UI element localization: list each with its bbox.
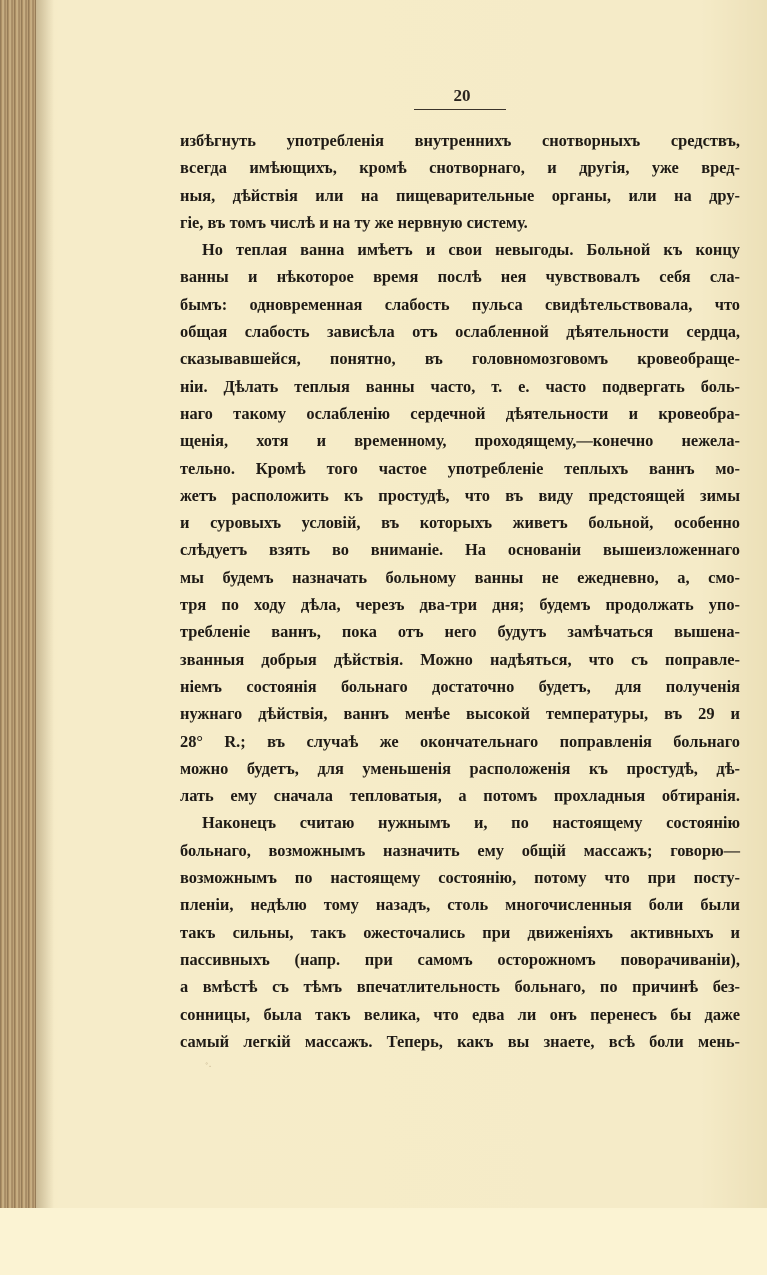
text-line: всегда имѣющихъ, кромѣ снотворнаго, и другія, уже вред- (180, 158, 740, 178)
text-line: Но теплая ванна имѣетъ и свои невыгоды. Больной къ концу (202, 240, 740, 260)
text-line: сказывавшейся, понятно, въ головномозговомъ кровеобраще- (180, 349, 740, 369)
text-line: пленіи, недѣлю тому назадъ, столь многочисленныя боли были (180, 895, 740, 915)
text-line: тельно. Кромѣ того частое употребленіе теплыхъ ваннъ мо- (180, 458, 740, 478)
text-line: слѣдуетъ взять во вниманіе. На основаніи вышеизложеннаго (180, 540, 740, 560)
text-line: бымъ: одновременная слабость пульса свидѣтельствовала, что (180, 294, 740, 314)
text-line: наго такому ослабленію сердечной дѣятельности и кровеобра- (180, 403, 740, 423)
text-line: требленіе ваннъ, пока отъ него будутъ замѣчаться вышена- (180, 622, 740, 642)
text-line: возможнымъ по настоящему состоянію, потому что при посту- (180, 868, 740, 888)
text-line: ніи. Дѣлать теплыя ванны часто, т. е. часто подвергать боль- (180, 376, 740, 396)
text-line: общая слабость зависѣла отъ ослабленной дѣятельности сердца, (180, 322, 740, 342)
text-line: нужнаго дѣйствія, ваннъ менѣе высокой температуры, въ 29 и (180, 704, 740, 724)
text-line: избѣгнуть употребленія внутреннихъ снотворныхъ средствъ, (180, 131, 740, 150)
text-line: 28° R.; въ случаѣ же окончательнаго поправленія больнаго (180, 731, 740, 751)
text-line: Наконецъ считаю нужнымъ и, по настоящему состоянію (202, 813, 740, 833)
text-line: ванны и нѣкоторое время послѣ нея чувствовалъ себя сла- (180, 267, 740, 287)
gutter-shadow (36, 0, 54, 1208)
text-line: званныя добрыя дѣйствія. Можно надѣяться, что съ поправле- (180, 649, 740, 669)
text-line: мы будемъ назначать больному ванны не ежедневно, а, смо- (180, 567, 740, 587)
page-number-rule (414, 109, 506, 110)
text-line: лать ему сначала тепловатыя, а потомъ прохладныя обтиранія. (180, 786, 740, 806)
page-number: 20 (453, 86, 471, 105)
ink-smudge: ˚· (205, 1062, 212, 1073)
text-line: щенія, хотя и временному, проходящему,—конечно нежела- (180, 431, 740, 451)
bottom-margin (0, 1208, 767, 1275)
text-line: самый легкій массажъ. Теперь, какъ вы знаете, всѣ боли мень- (180, 1031, 740, 1051)
text-line: можно будетъ, для уменьшенія расположенія къ простудѣ, дѣ- (180, 758, 740, 778)
text-line: тря по ходу дѣла, черезъ два-три дня; будемъ продолжать упо- (180, 595, 740, 615)
text-line: гіе, въ томъ числѣ и на ту же нервную систему. (180, 212, 528, 232)
text-line: такъ сильны, такъ ожесточались при движеніяхъ активныхъ и (180, 922, 740, 942)
text-line: и суровыхъ условій, въ которыхъ живетъ больной, особенно (180, 513, 740, 533)
text-line: ніемъ состоянія больнаго достаточно будетъ, для полученія (180, 676, 740, 696)
text-line: сонницы, была такъ велика, что едва ли онъ перенесъ бы даже (180, 1004, 740, 1024)
text-line: ныя, дѣйствія или на пищеварительные органы, или на дру- (180, 185, 740, 205)
text-line: жетъ расположить къ простудѣ, что въ виду предстоящей зимы (180, 485, 740, 505)
text-line: пассивныхъ (напр. при самомъ осторожномъ поворачиваніи), (180, 949, 740, 969)
text-line: больнаго, возможнымъ назначить ему общій массажъ; говорю— (180, 840, 740, 860)
body-text (180, 127, 740, 1055)
text-line: а вмѣстѣ съ тѣмъ впечатлительность больнаго, по причинѣ без- (180, 977, 740, 997)
book-page-edge (0, 0, 36, 1208)
